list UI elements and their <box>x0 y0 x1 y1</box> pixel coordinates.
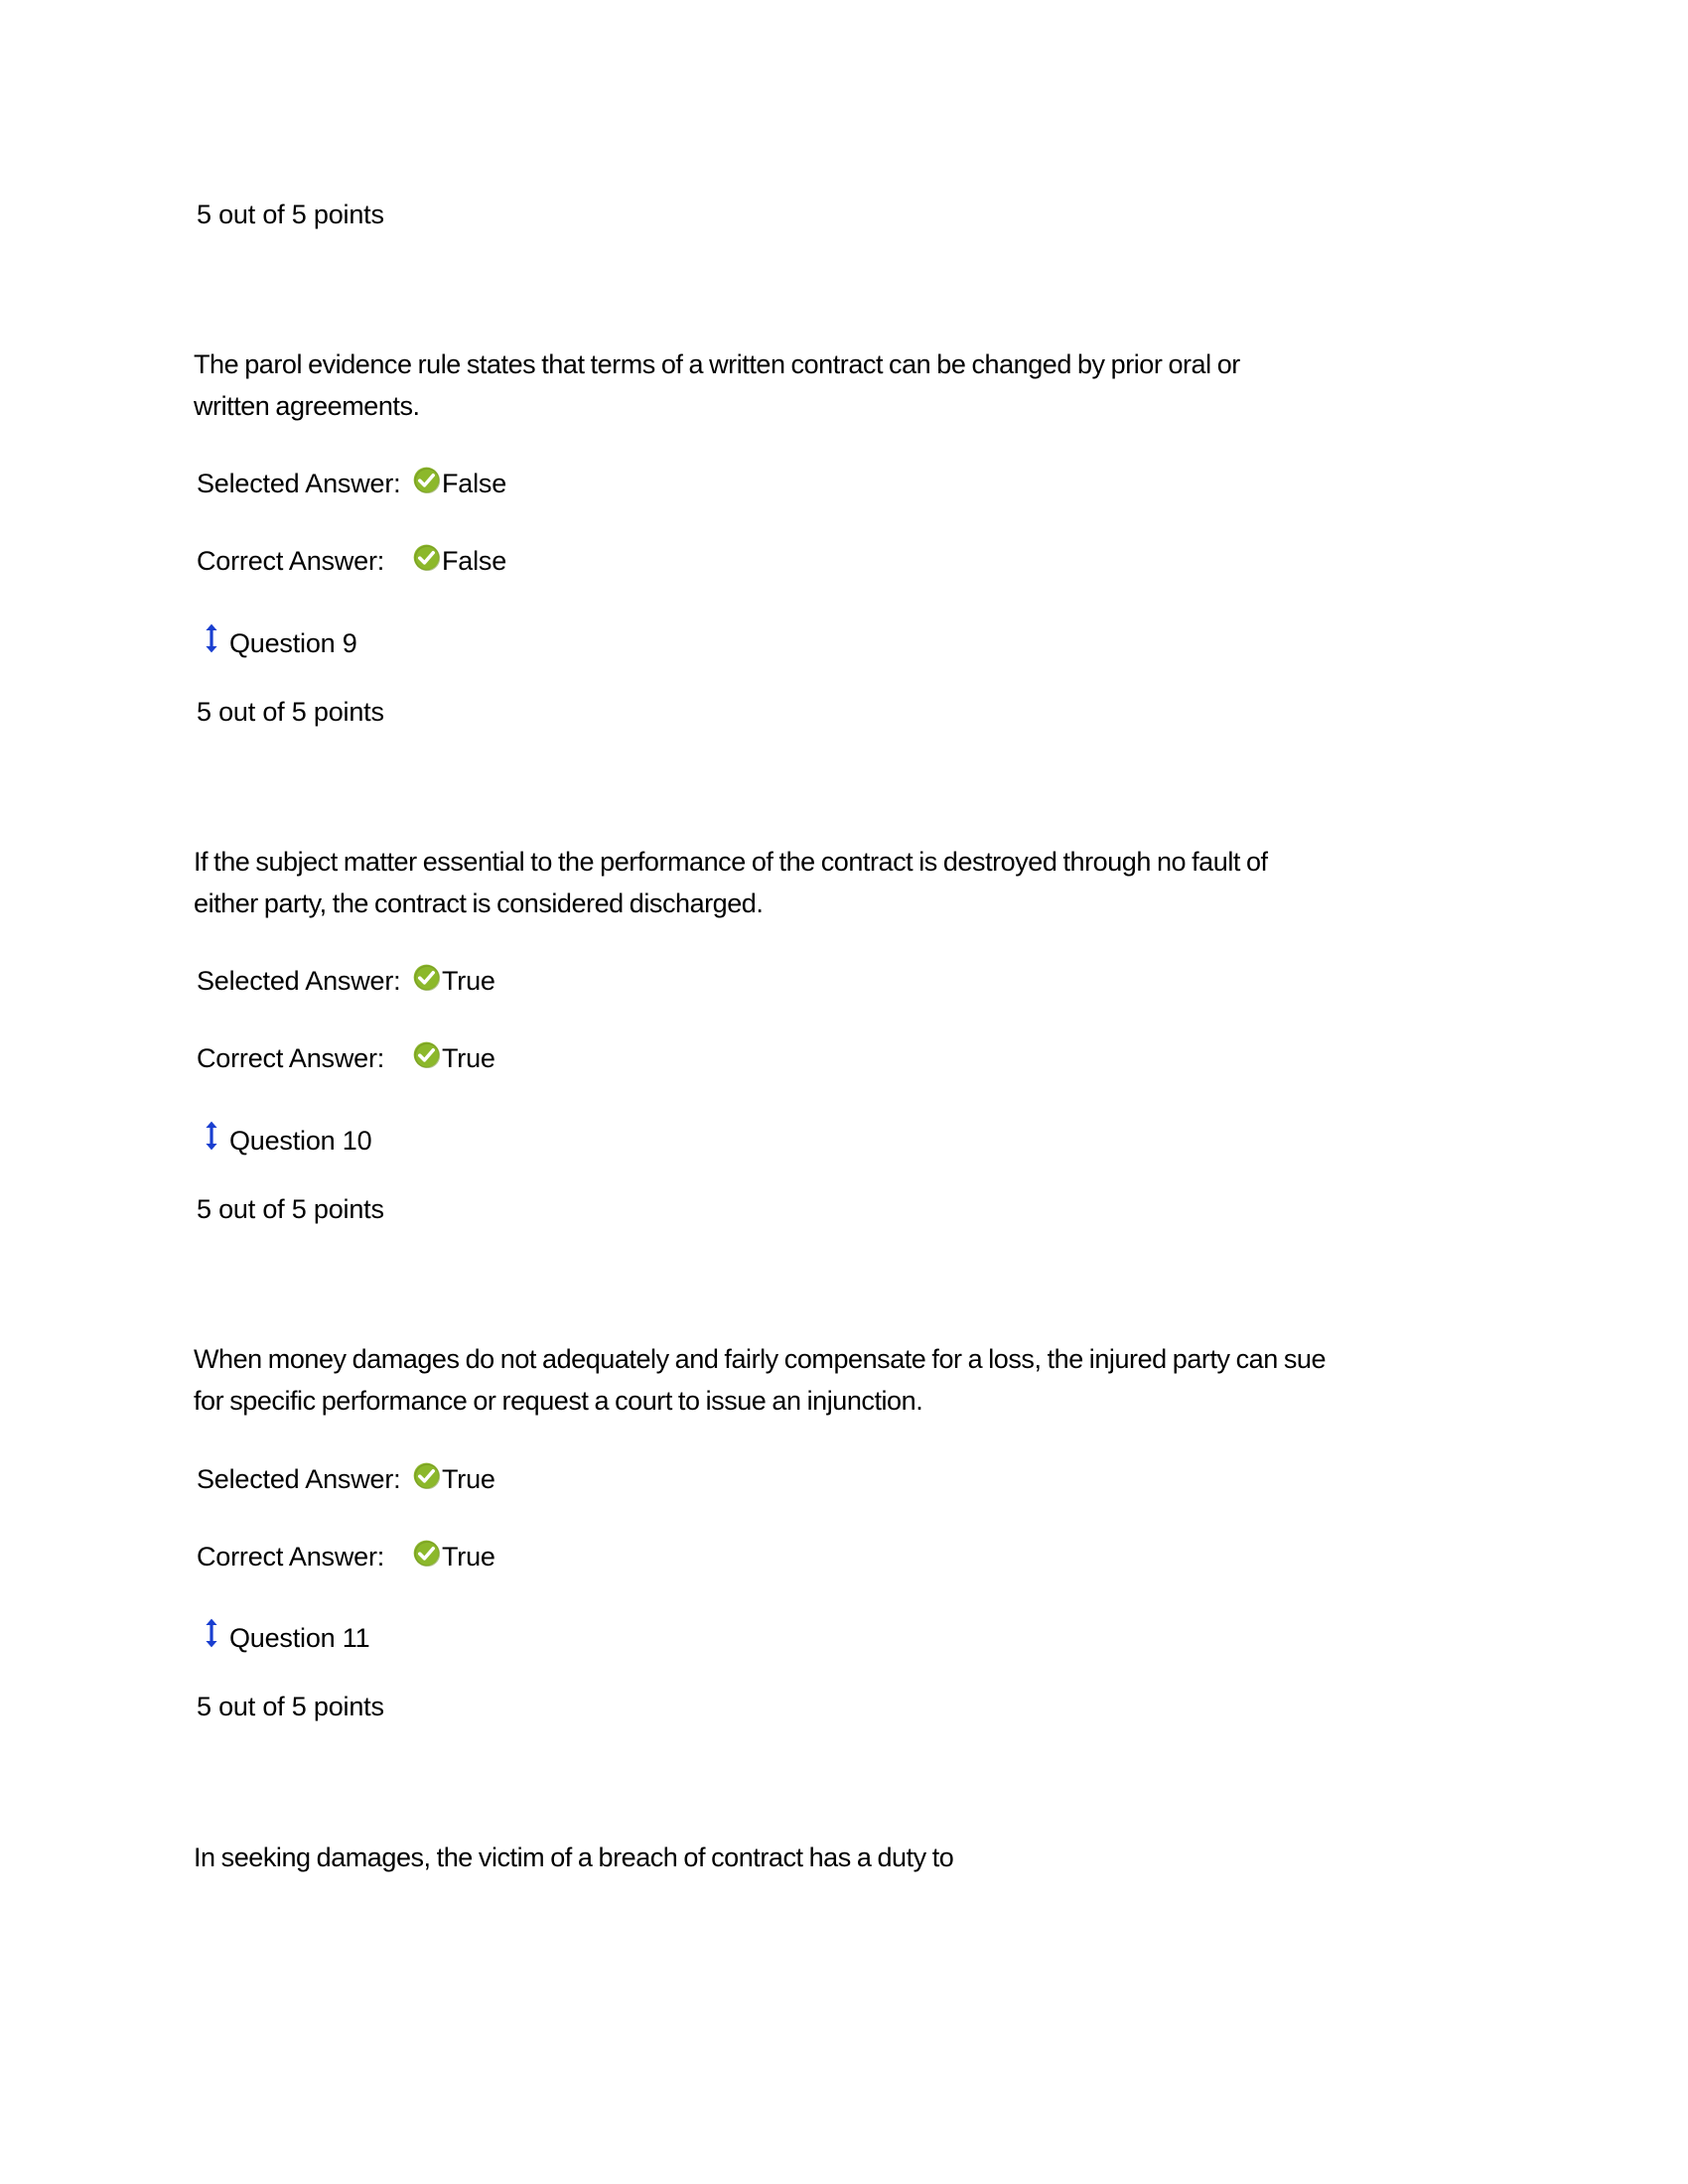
green-check-icon <box>413 964 440 991</box>
correct-answer-row <box>197 1542 495 1572</box>
question-text-line: In seeking damages, the victim of a breach of contract has a duty to <box>194 1843 954 1872</box>
question-text <box>194 1837 1544 1878</box>
correct-answer-label: Correct Answer: <box>197 1043 385 1073</box>
selected-answer-value: True <box>442 966 495 996</box>
vertical-arrow-icon[interactable] <box>204 1120 219 1152</box>
question-text-line: The parol evidence rule states that terms of a written contract can be changed by prior oral or <box>194 349 1240 379</box>
green-check-icon <box>413 1462 440 1489</box>
points-score: 5 out of 5 points <box>197 697 384 727</box>
selected-answer-row <box>197 966 495 997</box>
question-header-9 <box>204 627 357 659</box>
question-title: Question 10 <box>229 1125 372 1156</box>
correct-answer-value: False <box>442 546 507 576</box>
vertical-arrow-icon[interactable] <box>204 622 219 654</box>
green-check-icon <box>413 1041 440 1068</box>
correct-answer-row <box>197 546 506 577</box>
green-check-icon <box>413 1540 440 1567</box>
selected-answer-row <box>197 469 506 499</box>
correct-answer-row <box>197 1043 495 1074</box>
question-text-line: either party, the contract is considered discharged. <box>194 888 764 918</box>
green-check-icon <box>413 467 440 493</box>
question-text-line: When money damages do not adequately and fairly compensate for a loss, the injured party can sue <box>194 1344 1327 1374</box>
question-title: Question 9 <box>229 627 357 658</box>
correct-answer-label: Correct Answer: <box>197 1542 385 1571</box>
selected-answer-label: Selected Answer: <box>197 1464 401 1494</box>
question-title: Question 11 <box>229 1622 370 1653</box>
question-header-10 <box>204 1125 371 1157</box>
selected-answer-label: Selected Answer: <box>197 469 401 498</box>
points-score: 5 out of 5 points <box>197 1692 384 1721</box>
correct-answer-value: True <box>442 1043 495 1073</box>
correct-answer-label: Correct Answer: <box>197 546 385 576</box>
correct-answer-value: True <box>442 1542 495 1571</box>
selected-answer-value: True <box>442 1464 495 1494</box>
selected-answer-value: False <box>442 469 507 498</box>
question-text <box>194 841 1544 924</box>
points-score: 5 out of 5 points <box>197 1194 384 1224</box>
selected-answer-label: Selected Answer: <box>197 966 401 996</box>
question-text-line: for specific performance or request a court to issue an injunction. <box>194 1386 923 1416</box>
selected-answer-row <box>197 1464 495 1495</box>
question-text <box>194 343 1544 427</box>
question-header-11 <box>204 1622 369 1654</box>
question-text-line: written agreements. <box>194 391 420 421</box>
green-check-icon <box>413 544 440 571</box>
vertical-arrow-icon[interactable] <box>204 1617 219 1649</box>
question-text-line: If the subject matter essential to the performance of the contract is destroyed through no fault of <box>194 847 1268 877</box>
points-score: 5 out of 5 points <box>197 200 384 229</box>
question-text <box>194 1338 1544 1422</box>
